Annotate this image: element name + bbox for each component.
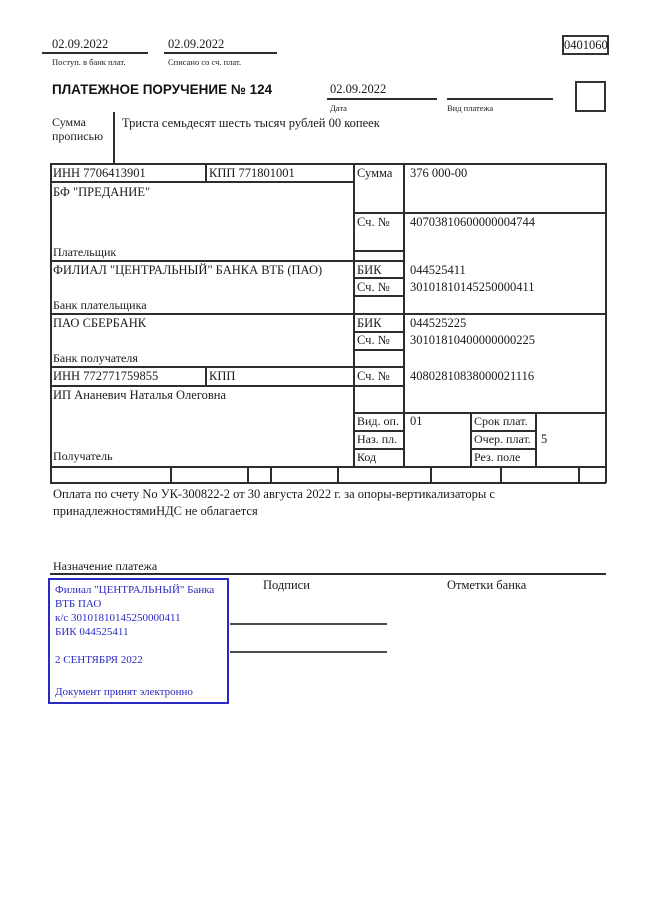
grid-line [353, 349, 404, 351]
grid-line [50, 163, 52, 483]
stamp-bik: БИК 044525411 [55, 626, 129, 638]
grid-line [50, 482, 606, 484]
grid-line [605, 163, 607, 483]
grid-line [50, 385, 404, 387]
grid-line [270, 466, 272, 482]
written-off-date-label: Списано со сч. плат. [168, 57, 242, 67]
payment-type-underline [447, 98, 553, 100]
amount-label: Сумма [357, 166, 393, 180]
written-off-underline [164, 52, 277, 54]
grid-line [353, 295, 404, 297]
payee-bank-name: ПАО СБЕРБАНК [53, 316, 147, 330]
grid-line [535, 412, 537, 467]
payer-bank-account-label: Сч. № [357, 280, 390, 294]
grid-line [50, 313, 606, 315]
payee-bank-account: 30101810400000000225 [410, 333, 535, 347]
written-off-date: 02.09.2022 [168, 37, 225, 51]
grid-line [205, 366, 207, 386]
grid-line [353, 277, 404, 279]
payee-bank-bik-label: БИК [357, 316, 382, 330]
payee-account: 40802810838000021116 [410, 369, 535, 383]
grid-line [337, 466, 339, 482]
purpose-code-label: Наз. пл. [357, 432, 398, 446]
payer-label: Плательщик [53, 245, 117, 259]
stamp-bank-name-line1: Филиал "ЦЕНТРАЛЬНЫЙ" Банка [55, 584, 215, 596]
amount-words-divider [113, 112, 115, 163]
grid-line [50, 260, 404, 262]
op-type-value: 01 [410, 414, 423, 428]
document-date: 02.09.2022 [330, 82, 387, 96]
payment-type-box [575, 81, 606, 112]
signatures-label: Подписи [263, 578, 310, 592]
signature-line [230, 623, 387, 625]
bank-marks-label: Отметки банка [447, 578, 527, 592]
stamp-bank-name-line2: ВТБ ПАО [55, 598, 102, 610]
stamp-note: Документ принят электронно [55, 686, 193, 698]
code-label: Код [357, 450, 377, 464]
signature-line [230, 651, 387, 653]
payee-bank-account-label: Сч. № [357, 333, 390, 347]
payment-type-label: Вид платежа [447, 103, 494, 113]
payee-label: Получатель [53, 449, 113, 463]
amount-words-label: Сумма прописью [52, 115, 104, 143]
payer-account-label: Сч. № [357, 215, 390, 229]
reserve-label: Рез. поле [474, 450, 521, 464]
stamp-corr-account: к/с 30101810145250000411 [55, 612, 181, 624]
due-date-label: Срок плат. [474, 414, 528, 428]
grid-line [50, 163, 606, 165]
purpose-text-line1: Оплата по счету No УК-300822-2 от 30 августа 2022 г. за опоры-вертикализаторы с [53, 487, 495, 501]
payee-inn: ИНН 772771759855 [53, 369, 159, 383]
received-date-label: Поступ. в банк плат. [52, 57, 126, 67]
grid-line [500, 466, 502, 482]
op-type-label: Вид. оп. [357, 414, 399, 428]
stamp-date: 2 СЕНТЯБРЯ 2022 [55, 654, 143, 666]
amount-words-value: Триста семьдесят шесть тысяч рублей 00 копеек [122, 116, 380, 130]
amount-value: 376 000-00 [410, 166, 468, 180]
payee-kpp: КПП [209, 369, 236, 383]
payee-account-label: Сч. № [357, 369, 390, 383]
grid-line [247, 466, 249, 482]
grid-line [50, 181, 354, 183]
payer-bank-bik-label: БИК [357, 263, 382, 277]
purpose-text-line2: принадлежностямиНДС не облагается [53, 504, 258, 518]
payer-bank-account: 30101810145250000411 [410, 280, 535, 294]
grid-line [353, 163, 355, 467]
bank-stamp [48, 578, 229, 704]
purpose-separator-line [50, 573, 606, 575]
grid-line [353, 212, 606, 214]
priority-value: 5 [541, 432, 548, 446]
payer-bank-name: ФИЛИАЛ "ЦЕНТРАЛЬНЫЙ" БАНКА ВТБ (ПАО) [53, 263, 323, 277]
payer-kpp: КПП 771801001 [209, 166, 295, 180]
document-title: ПЛАТЕЖНОЕ ПОРУЧЕНИЕ № 124 [52, 82, 273, 97]
grid-line [50, 466, 606, 468]
payer-bank-bik: 044525411 [410, 263, 466, 277]
received-date-underline [42, 52, 148, 54]
payee-name: ИП Ананевич Наталья Олеговна [53, 388, 227, 402]
date-label: Дата [330, 103, 347, 113]
date-underline [327, 98, 437, 100]
received-date: 02.09.2022 [52, 37, 109, 51]
grid-line [430, 466, 432, 482]
payer-inn: ИНН 7706413901 [53, 166, 146, 180]
grid-line [50, 366, 404, 368]
payer-account: 40703810600000004744 [410, 215, 535, 229]
stamp-spacer [55, 639, 222, 653]
grid-line [578, 466, 580, 482]
purpose-label: Назначение платежа [53, 559, 158, 573]
priority-label: Очер. плат. [474, 432, 531, 446]
grid-line [205, 163, 207, 182]
grid-line [353, 250, 404, 252]
payee-bank-label: Банк получателя [53, 351, 138, 365]
grid-line [403, 163, 405, 467]
payer-bank-label: Банк плательщика [53, 298, 147, 312]
payee-bank-bik: 044525225 [410, 316, 467, 330]
grid-line [170, 466, 172, 482]
grid-line [470, 412, 472, 467]
payer-name: БФ "ПРЕДАНИЕ" [53, 185, 151, 199]
form-code-box: 0401060 [562, 35, 609, 55]
